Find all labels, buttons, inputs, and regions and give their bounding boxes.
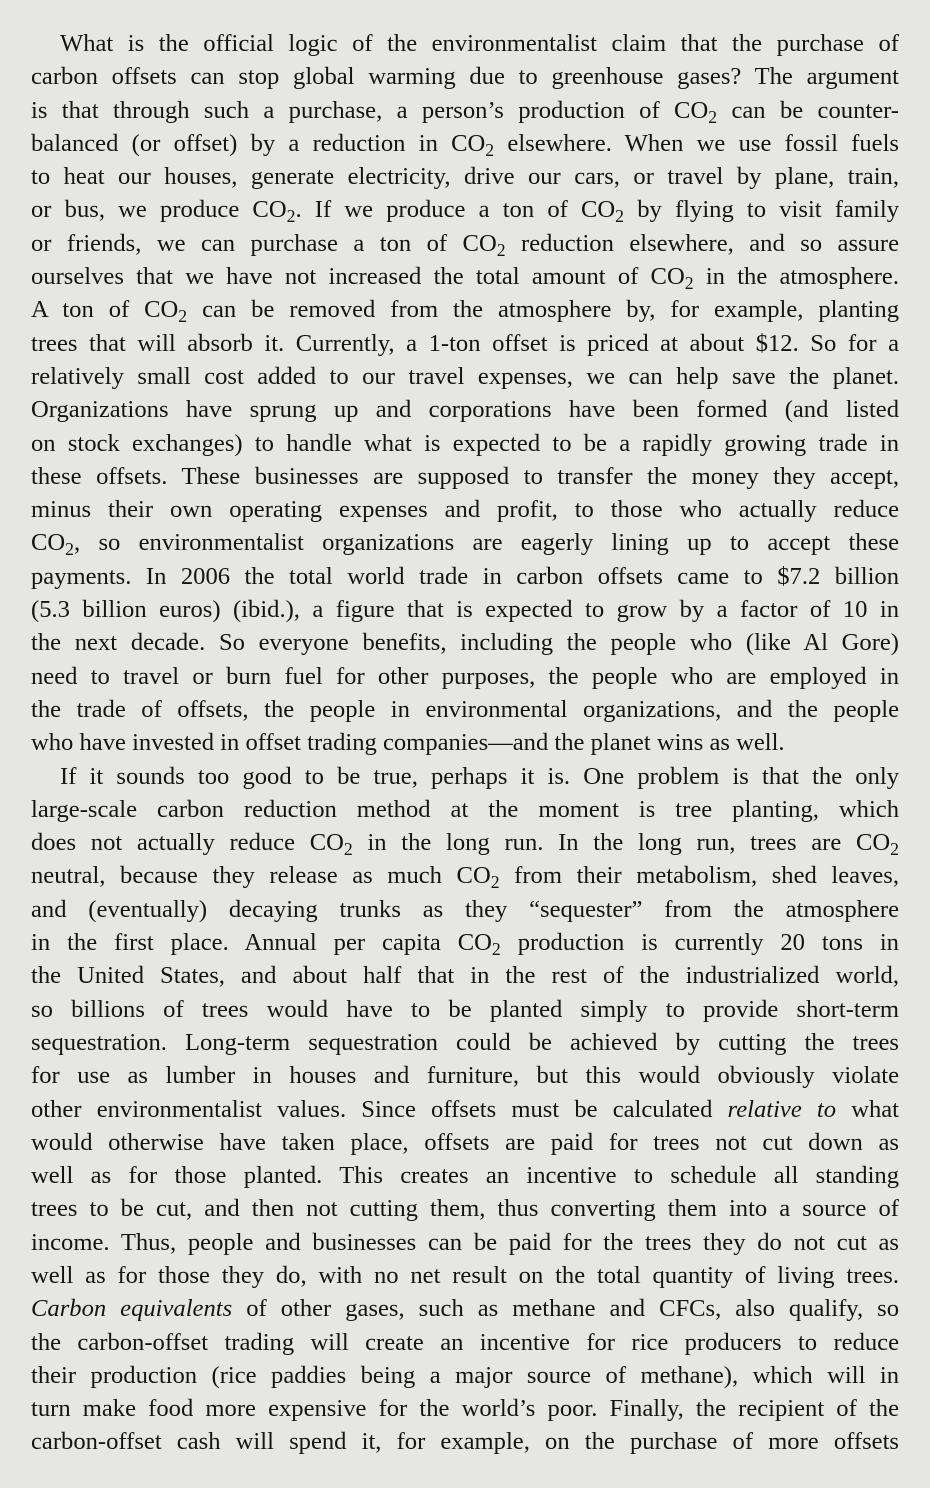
text-line: trees that will absorb it. Currently, a 1-ton offset is priced at about $12. So for a xyxy=(31,329,899,357)
text-line: large-scale carbon reduction method at the moment is tree planting, which xyxy=(31,795,899,823)
text-line: these offsets. These businesses are supposed to transfer the money they accept, xyxy=(31,462,899,490)
text-line: Carbon equivalents of other gases, such as methane and CFCs, also qualify, so xyxy=(31,1295,899,1323)
italic-text: Carbon equivalents xyxy=(31,1295,233,1323)
text-line: payments. In 2006 the total world trade in carbon offsets came to $7.2 billion xyxy=(31,562,899,590)
text-line: would otherwise have taken place, offsets are paid for trees not cut down as xyxy=(31,1128,899,1156)
text-line: on stock exchanges) to handle what is expected to be a rapidly growing trade in xyxy=(31,429,899,457)
text-line: neutral, because they release as much $CO_2$ from their metabolism, shed leaves, xyxy=(31,862,899,893)
text-line: minus their own operating expenses and profit, to those who actually reduce xyxy=(31,496,899,524)
text-line: If it sounds too good to be true, perhaps it is. One problem is that the only xyxy=(60,762,899,790)
text-line: A ton of $CO_2$ can be removed from the atmosphere by, for example, planting xyxy=(31,296,899,327)
text-line: their production (rice paddies being a major source of methane), which will in xyxy=(31,1361,899,1389)
text-line: other environmentalist values. Since offsets must be calculated relative to what xyxy=(31,1095,899,1123)
text-line: the United States, and about half that in the rest of the industrialized world, xyxy=(31,962,899,990)
italic-text: relative to xyxy=(727,1095,837,1123)
text-line: to heat our houses, generate electricity, drive our cars, or travel by plane, train, xyxy=(31,163,899,191)
text-line: turn make food more expensive for the world’s poor. Finally, the recipient of the xyxy=(31,1395,899,1423)
text-line: sequestration. Long-term sequestration could be achieved by cutting the trees xyxy=(31,1028,899,1056)
text-line: What is the official logic of the environmentalist claim that the purchase of xyxy=(60,30,899,57)
text-line: is that through such a purchase, a person’s production of $CO_2$ can be counter- xyxy=(31,96,899,127)
text-line: income. Thus, people and businesses can be paid for the trees they do not cut as xyxy=(31,1228,899,1256)
text-line: the trade of offsets, the people in environmental organizations, and the people xyxy=(31,695,899,723)
text-line: does not actually reduce $CO_2$ in the long run. In the long run, trees are $CO_2$ xyxy=(31,829,899,860)
text-line: relatively small cost added to our travel expenses, we can help save the planet. xyxy=(31,362,899,390)
text-line: $CO_2$, so environmentalist organizations are eagerly lining up to accept these xyxy=(31,529,899,560)
text-line: who have invested in offset trading companies—and the planet wins as well. xyxy=(31,729,785,757)
text-line: the next decade. So everyone benefits, including the people who (like Al Gore) xyxy=(31,629,899,657)
text-line: for use as lumber in houses and furniture, but this would obviously violate xyxy=(31,1062,899,1090)
text-line: so billions of trees would have to be planted simply to provide short-term xyxy=(31,995,899,1023)
text-line: ourselves that we have not increased the total amount of $CO_2$ in the atmosphere. xyxy=(31,263,899,294)
text-line: and (eventually) decaying trunks as they “sequester” from the atmosphere xyxy=(31,895,899,923)
text-line: trees to be cut, and then not cutting them, thus converting them into a source of xyxy=(31,1195,899,1223)
text-line: carbon-offset cash will spend it, for example, on the purchase of more offsets xyxy=(31,1428,899,1456)
text-line: balanced (or offset) by a reduction in $CO_2$ elsewhere. When we use fossil fuels xyxy=(31,129,899,160)
text-line: (5.3 billion euros) (ibid.), a figure that is expected to grow by a factor of 10 in xyxy=(31,596,899,624)
body-text xyxy=(31,27,899,1459)
text-line: or bus, we produce $CO_2$. If we produce a ton of $CO_2$ by flying to visit family xyxy=(31,196,899,227)
text-line: well as for those they do, with no net result on the total quantity of living trees. xyxy=(31,1261,899,1289)
text-line: carbon offsets can stop global warming due to greenhouse gases? The argument xyxy=(31,63,899,91)
text-line: or friends, we can purchase a ton of $CO_2$ reduction elsewhere, and so assure xyxy=(31,229,899,260)
text-line: Organizations have sprung up and corporations have been formed (and listed xyxy=(31,396,899,424)
text-line: the carbon-offset trading will create an incentive for rice producers to reduce xyxy=(31,1328,899,1356)
text-line: in the first place. Annual per capita $CO_2$ production is currently 20 tons in xyxy=(31,929,899,959)
text-line: need to travel or burn fuel for other purposes, the people who are employed in xyxy=(31,662,899,690)
text-line: well as for those planted. This creates an incentive to schedule all standing xyxy=(31,1162,899,1190)
